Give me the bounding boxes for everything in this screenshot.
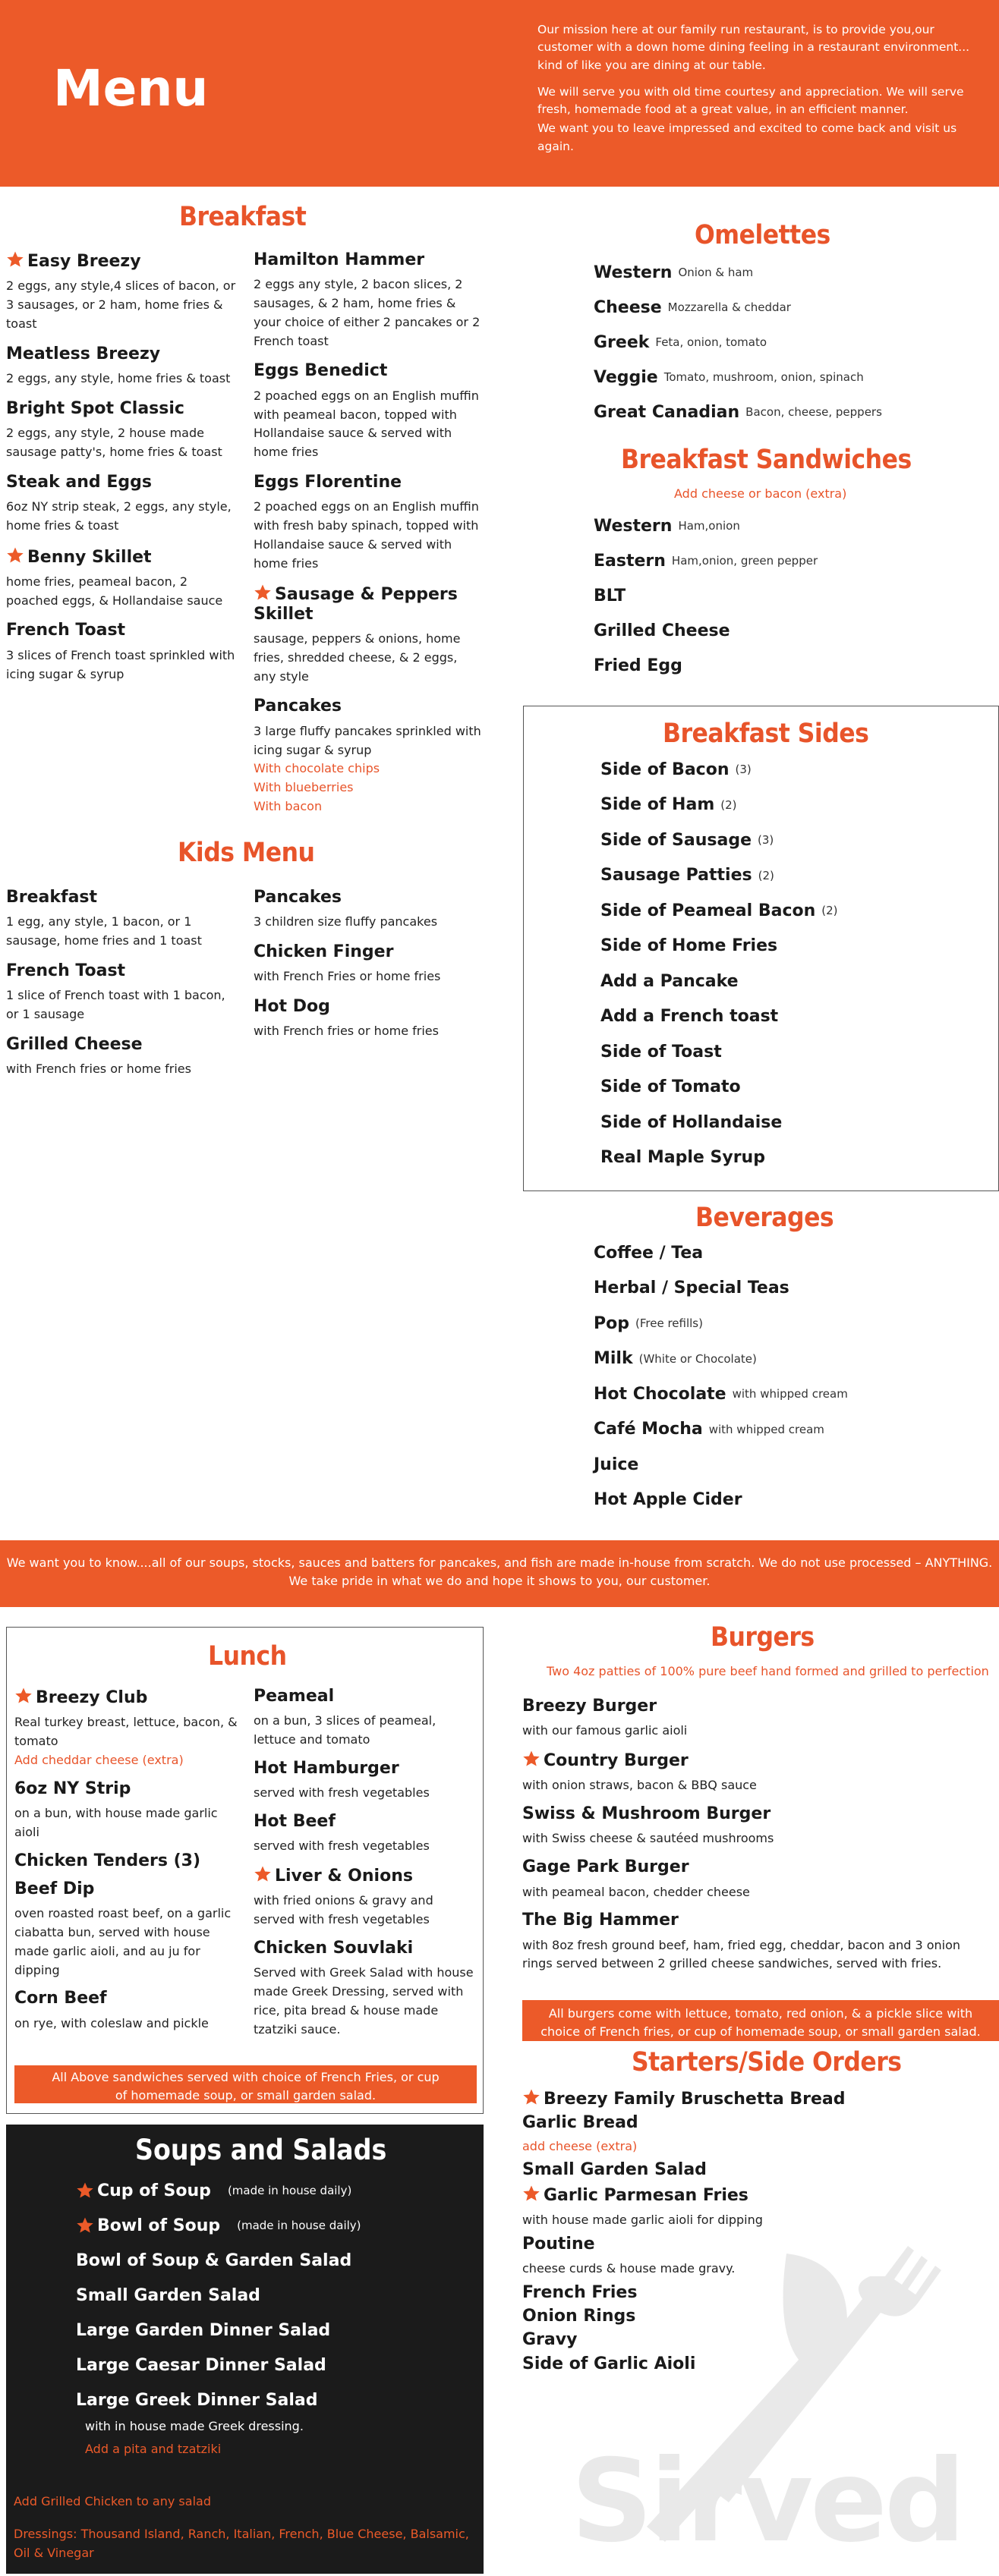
menu-item <box>6 344 238 388</box>
item-note: (2) <box>720 797 737 812</box>
item-description: cheese curds & house made gravy. <box>522 2261 736 2276</box>
item-name: Side of Garlic Aioli <box>522 2354 696 2373</box>
from-scratch-line: We want you to know....all of our soups, stocks, sauces and batters for pancakes, and fish are made in-house from scratch. We do not use processed – ANYTHING. <box>6 1555 993 1570</box>
star-icon <box>14 1687 33 1705</box>
list-item <box>594 1341 988 1377</box>
item-name: Large Greek Dinner Salad <box>76 2390 318 2410</box>
item-description: 2 eggs any style, 2 bacon slices, 2 sausages, & 2 ham, home fries & your choice of either 2 pancakes or 2 French toast <box>254 277 481 348</box>
list-item <box>600 822 980 858</box>
item-note: Ham,onion, green pepper <box>671 554 818 568</box>
item-name: Grilled Cheese <box>594 621 730 640</box>
list-item <box>594 648 988 683</box>
breakfast-col1 <box>6 250 238 694</box>
list-item <box>594 1271 988 1307</box>
menu-item <box>254 1865 477 1930</box>
item-description: Served with Greek Salad with house made Greek Dressing, served with rice, pita bread & house made tzatziki sauce. <box>254 1965 474 2037</box>
menu-item <box>6 250 238 334</box>
star-icon <box>76 2181 94 2200</box>
breakfast-title: Breakfast <box>179 202 307 232</box>
item-name: The Big Hammer <box>522 1911 679 1930</box>
item-name: Western <box>594 516 673 536</box>
item-name: Great Canadian <box>594 402 740 422</box>
item-description: with French fries or home fries <box>6 1062 191 1077</box>
list-item <box>594 613 988 648</box>
item-description: 2 eggs, any style, 2 house made sausage patty's, home fries & toast <box>6 426 222 459</box>
list-item <box>594 395 988 429</box>
item-description: on rye, with coleslaw and pickle <box>14 2015 209 2030</box>
list-item <box>76 2243 471 2278</box>
item-description: with 8oz fresh ground beef, ham, fried egg, cheddar, bacon and 3 onion rings served between 2 grilled cheese sandwiches, served with fries. <box>522 1937 961 1971</box>
menu-item <box>6 1035 238 1079</box>
item-name: Side of Sausage <box>600 830 752 850</box>
item-name: Café Mocha <box>594 1420 703 1439</box>
breakfast-col2 <box>254 250 481 827</box>
pita-tzatziki-note: Add a pita and tzatziki <box>85 2442 222 2456</box>
item-note: Feta, onion, tomato <box>655 335 767 349</box>
item-note: (made in house daily) <box>237 2219 361 2232</box>
item-note: Ham,onion <box>678 519 740 533</box>
item-name: French Toast <box>6 621 126 640</box>
item-name: Sausage Patties <box>600 866 752 885</box>
item-name: Hot Apple Cider <box>594 1490 742 1510</box>
star-icon <box>76 2216 94 2235</box>
item-note: Onion & ham <box>678 266 754 279</box>
list-item <box>600 893 980 929</box>
item-name: Benny Skillet <box>6 546 238 567</box>
menu-item <box>254 1759 477 1803</box>
menu-item <box>14 1779 242 1842</box>
item-name: Hot Hamburger <box>254 1758 399 1778</box>
star-icon <box>522 2184 540 2203</box>
menu-title: Menu <box>53 59 209 118</box>
menu-item <box>6 961 238 1024</box>
item-description: Real turkey breast, lettuce, bacon, & tomato <box>14 1715 238 1749</box>
item-name: Eggs Florentine <box>254 472 402 492</box>
item-name: Meatless Breezy <box>6 344 161 363</box>
item-name: Hot Dog <box>254 997 330 1017</box>
item-description: with French fries or home fries <box>254 1024 439 1039</box>
menu-item <box>6 621 238 684</box>
list-item <box>600 929 980 964</box>
breakfast-sandwiches-title: Breakfast Sandwiches <box>621 445 912 475</box>
item-name: Large Caesar Dinner Salad <box>76 2355 326 2375</box>
list-item <box>594 543 988 578</box>
list-item <box>600 1105 980 1140</box>
sirved-watermark <box>559 2185 984 2568</box>
item-description: 3 children size fluffy pancakes <box>254 914 438 929</box>
item-name: Add a French toast <box>600 1007 779 1027</box>
menu-item <box>522 1697 993 1741</box>
item-description: 2 poached eggs on an English muffin with peameal bacon, topped with Hollandaise sauce & served with home fries <box>254 388 479 460</box>
item-name: Fried Egg <box>594 656 682 675</box>
item-description: oven roasted roast beef, on a garlic ciabatta bun, served with house made garlic aioli, and au ju for dipping <box>14 1906 232 1977</box>
menu-item <box>14 1989 242 2033</box>
menu-item <box>254 1687 477 1750</box>
star-icon <box>6 250 24 269</box>
item-name: Poutine <box>522 2234 595 2254</box>
list-item <box>600 1070 980 1106</box>
list-item <box>76 2383 471 2417</box>
beverages-list <box>594 1235 988 1518</box>
list-item <box>594 508 988 543</box>
item-name: Hot Beef <box>254 1811 336 1831</box>
kids-col1 <box>6 888 238 1090</box>
item-note: Bacon, cheese, peppers <box>745 405 882 419</box>
list-item <box>600 964 980 999</box>
item-name: 6oz NY Strip <box>14 1779 131 1798</box>
menu-item <box>522 2160 993 2179</box>
item-name: Swiss & Mushroom Burger <box>522 1804 771 1824</box>
item-description: 2 eggs, any style, home fries & toast <box>6 370 231 385</box>
item-extra: Add cheddar cheese (extra) <box>14 1752 184 1767</box>
item-description: served with fresh vegetables <box>254 1785 430 1801</box>
item-description: 2 eggs, any style,4 slices of bacon, or 3 sausages, or 2 ham, home fries & toast <box>6 278 236 331</box>
soups-salads-list <box>76 2173 471 2417</box>
soups-salads-box <box>6 2125 484 2574</box>
item-name: Cup of Soup <box>97 2181 211 2200</box>
item-name: Pop <box>594 1313 629 1333</box>
list-item <box>594 1447 988 1483</box>
burgers-footer: All burgers come with lettuce, tomato, red onion, & a pickle slice with choice of French fries, or cup of homemade soup, or small garden salad. <box>522 2000 999 2041</box>
item-description: 3 large fluffy pancakes sprinkled with icing sugar & syrup <box>254 723 481 757</box>
item-name: Side of Hollandaise <box>600 1112 783 1132</box>
list-item <box>594 325 988 360</box>
item-name: Breezy Family Bruschetta Bread <box>522 2088 993 2109</box>
item-extra: add cheese (extra) <box>522 2138 638 2153</box>
item-name: Hamilton Hammer <box>254 250 425 269</box>
item-description: on a bun, with house made garlic aioli <box>14 1805 218 1839</box>
menu-item <box>254 250 481 351</box>
menu-item <box>14 1851 242 1870</box>
starters-title: Starters/Side Orders <box>632 2047 902 2077</box>
item-extra: With chocolate chips <box>254 761 380 776</box>
item-description: 2 poached eggs on an English muffin with fresh baby spinach, topped with Hollandaise sauce & served with home fries <box>254 499 479 571</box>
menu-item <box>522 1750 993 1795</box>
mission-statement <box>537 21 985 156</box>
item-description: with peameal bacon, chedder cheese <box>522 1884 750 1899</box>
list-item <box>76 2208 471 2243</box>
item-name: Bright Spot Classic <box>6 398 184 418</box>
item-note: with whipped cream <box>708 1422 824 1436</box>
menu-item <box>254 1939 477 2039</box>
item-note: (2) <box>758 868 774 882</box>
kids-col2 <box>254 888 481 1052</box>
list-item <box>594 1412 988 1448</box>
item-name: Eastern <box>594 551 666 571</box>
item-name: Sausage & Peppers Skillet <box>254 585 458 624</box>
list-item <box>594 1483 988 1518</box>
menu-item <box>254 697 481 816</box>
item-note: (2) <box>821 904 838 918</box>
watermark-text: Sirved <box>571 2436 963 2568</box>
item-description: on a bun, 3 slices of peameal, lettuce and tomato <box>254 1713 436 1747</box>
item-description: sausage, peppers & onions, home fries, shredded cheese, & 2 eggs, any style <box>254 631 461 684</box>
menu-item <box>6 888 238 951</box>
item-name: Chicken Finger <box>254 942 394 962</box>
item-name: Pancakes <box>254 888 342 907</box>
item-name: Add a Pancake <box>600 971 739 991</box>
item-description: 3 slices of French toast sprinkled with icing sugar & syrup <box>6 647 235 681</box>
item-name: Veggie <box>594 367 658 387</box>
item-name: Garlic Bread <box>522 2113 638 2133</box>
beverages-title: Beverages <box>695 1203 834 1233</box>
kids-menu-title: Kids Menu <box>178 838 315 868</box>
item-name: Side of Tomato <box>600 1077 741 1097</box>
menu-item <box>254 583 481 686</box>
item-name: Hot Chocolate <box>594 1384 726 1404</box>
menu-item <box>254 888 481 932</box>
item-description: 1 egg, any style, 1 bacon, or 1 sausage, home fries and 1 toast <box>6 914 202 948</box>
list-item <box>76 2278 471 2313</box>
menu-item <box>254 997 481 1041</box>
star-icon <box>254 583 272 602</box>
item-name: Side of Home Fries <box>600 936 778 956</box>
item-note: (made in house daily) <box>227 2184 352 2197</box>
item-name: Milk <box>594 1349 633 1369</box>
burgers-list <box>522 1697 993 1983</box>
item-name: Chicken Souvlaki <box>254 1938 414 1958</box>
list-item <box>594 1376 988 1412</box>
item-name: Side of Peameal Bacon <box>600 901 816 920</box>
item-description: with fried onions & gravy and served with fresh vegetables <box>254 1893 433 1927</box>
item-note: (3) <box>735 763 752 777</box>
list-item <box>594 290 988 325</box>
menu-item <box>6 546 238 611</box>
breakfast-sandwiches-list <box>594 508 988 683</box>
star-icon <box>6 546 24 565</box>
breakfast-sandwiches-subtitle: Add cheese or bacon (extra) <box>674 486 847 501</box>
list-item <box>600 752 980 788</box>
item-name: Beef Dip <box>14 1879 95 1898</box>
burgers-title: Burgers <box>711 1622 815 1653</box>
list-item <box>600 788 980 823</box>
item-name: Country Burger <box>522 1750 993 1770</box>
list-item <box>594 1235 988 1271</box>
item-note: (White or Chocolate) <box>638 1351 757 1366</box>
soups-salads-title: Soups and Salads <box>135 2134 387 2166</box>
item-name: Bowl of Soup & Garden Salad <box>76 2250 352 2270</box>
item-description: home fries, peameal bacon, 2 poached eggs, & Hollandaise sauce <box>6 574 223 608</box>
menu-item <box>254 473 481 573</box>
menu-item <box>254 361 481 461</box>
list-item <box>76 2348 471 2383</box>
lunch-footer: All Above sandwiches served with choice of French Fries, or cup of homemade soup, or small garden salad. <box>14 2065 477 2103</box>
list-item <box>594 578 988 613</box>
menu-item <box>14 1687 242 1770</box>
item-name: Pancakes <box>254 697 342 716</box>
item-name: Herbal / Special Teas <box>594 1279 789 1298</box>
item-name: Juice <box>594 1455 639 1474</box>
item-description: 6oz NY strip steak, 2 eggs, any style, home fries & toast <box>6 499 232 533</box>
breakfast-sides-list <box>600 752 980 1175</box>
item-description: with our famous garlic aioli <box>522 1723 688 1738</box>
item-name: Large Garden Dinner Salad <box>76 2320 331 2340</box>
from-scratch-banner <box>0 1540 999 1607</box>
mission-paragraph: Our mission here at our family run restaurant, is to provide you,our customer with a down home dining feeling in a restaurant environment... kind of like you are dining at our table. <box>537 23 970 72</box>
item-name: Coffee / Tea <box>594 1243 704 1263</box>
item-note: with whipped cream <box>732 1387 848 1401</box>
item-name: Small Garden Salad <box>76 2285 260 2305</box>
item-name: French Toast <box>6 961 126 980</box>
list-item <box>594 360 988 395</box>
item-description: with French Fries or home fries <box>254 969 441 984</box>
header-banner <box>0 0 999 187</box>
item-description: with onion straws, bacon & BBQ sauce <box>522 1778 757 1793</box>
menu-item <box>522 2113 993 2156</box>
item-name: Greek <box>594 332 650 352</box>
menu-item <box>522 2088 993 2109</box>
star-icon <box>522 2088 540 2106</box>
list-item <box>76 2173 471 2208</box>
item-name: Breezy Burger <box>522 1697 657 1716</box>
item-note: (Free refills) <box>635 1316 703 1331</box>
breakfast-sides-title: Breakfast Sides <box>663 719 869 749</box>
item-description: with Swiss cheese & sautéed mushrooms <box>522 1831 774 1846</box>
list-item <box>600 999 980 1035</box>
menu-item <box>14 1879 242 1980</box>
item-name: Western <box>594 263 673 282</box>
mission-paragraph: We want you to leave impressed and excited to come back and visit us again. <box>537 121 957 153</box>
item-name: Side of Toast <box>600 1042 722 1062</box>
item-name: Cheese <box>594 297 662 317</box>
omelettes-title: Omelettes <box>695 220 830 250</box>
lunch-title: Lunch <box>208 1641 287 1672</box>
grilled-chicken-note: Add Grilled Chicken to any salad <box>14 2494 211 2508</box>
greek-dressing-note: with in house made Greek dressing. <box>85 2419 304 2433</box>
item-note: Tomato, mushroom, onion, spinach <box>663 370 864 384</box>
item-name: Chicken Tenders (3) <box>14 1851 201 1870</box>
menu-item <box>522 1857 993 1901</box>
mission-paragraph: We will serve you with old time courtesy and appreciation. We will serve fresh, homemade food at a great value, in an efficient manner. <box>537 84 964 116</box>
dressings-note: Dressings: Thousand Island, Ranch, Italian, French, Blue Cheese, Balsamic, Oil & Vinegar <box>14 2527 469 2560</box>
item-name: BLT <box>594 586 626 605</box>
item-name: Gravy <box>522 2330 578 2350</box>
menu-item <box>6 473 238 536</box>
item-name: Side of Ham <box>600 795 715 815</box>
list-item <box>600 858 980 894</box>
item-name: Garlic Parmesan Fries <box>522 2184 993 2205</box>
item-name: Gage Park Burger <box>522 1857 689 1877</box>
item-name: Side of Bacon <box>600 760 730 779</box>
item-name: Eggs Benedict <box>254 361 388 381</box>
breakfast-sides-box <box>523 706 999 1191</box>
item-name: Breezy Club <box>14 1687 242 1707</box>
item-name: Small Garden Salad <box>522 2160 707 2180</box>
menu-item <box>522 1911 993 1974</box>
list-item <box>600 1034 980 1070</box>
item-name: Grilled Cheese <box>6 1034 143 1054</box>
list-item <box>600 1140 980 1176</box>
star-icon <box>254 1865 272 1883</box>
item-extra: With bacon <box>254 798 323 813</box>
item-name: Onion Rings <box>522 2307 636 2326</box>
item-name: Steak and Eggs <box>6 472 152 492</box>
burgers-subtitle: Two 4oz patties of 100% pure beef hand formed and grilled to perfection <box>547 1664 989 1678</box>
menu-item <box>254 942 481 986</box>
item-extra: With blueberries <box>254 780 354 795</box>
menu-item <box>522 1804 993 1848</box>
item-name: Easy Breezy <box>6 250 238 271</box>
menu-item <box>254 1812 477 1856</box>
list-item <box>76 2313 471 2348</box>
item-name: Breakfast <box>6 888 98 907</box>
omelettes-list <box>594 255 988 429</box>
item-description: with house made garlic aioli for dipping <box>522 2212 763 2227</box>
item-description: 1 slice of French toast with 1 bacon, or 1 sausage <box>6 988 225 1021</box>
item-note: (3) <box>758 833 774 848</box>
lunch-box <box>6 1627 484 2114</box>
lunch-col2 <box>254 1687 477 2048</box>
menu-item <box>6 399 238 462</box>
list-item <box>594 255 988 290</box>
from-scratch-line: We take pride in what we do and hope it shows to you, our customer. <box>288 1574 711 1588</box>
lunch-col1 <box>14 1687 242 2042</box>
item-name: Peameal <box>254 1687 335 1706</box>
item-name: Real Maple Syrup <box>600 1148 765 1168</box>
item-note: Mozzarella & cheddar <box>667 300 791 314</box>
list-item <box>594 1306 988 1341</box>
star-icon <box>522 1750 540 1768</box>
item-name: Liver & Onions <box>254 1865 477 1886</box>
item-name: Bowl of Soup <box>97 2216 221 2235</box>
item-description: served with fresh vegetables <box>254 1838 430 1854</box>
item-name: French Fries <box>522 2282 638 2302</box>
item-name: Corn Beef <box>14 1989 107 2008</box>
